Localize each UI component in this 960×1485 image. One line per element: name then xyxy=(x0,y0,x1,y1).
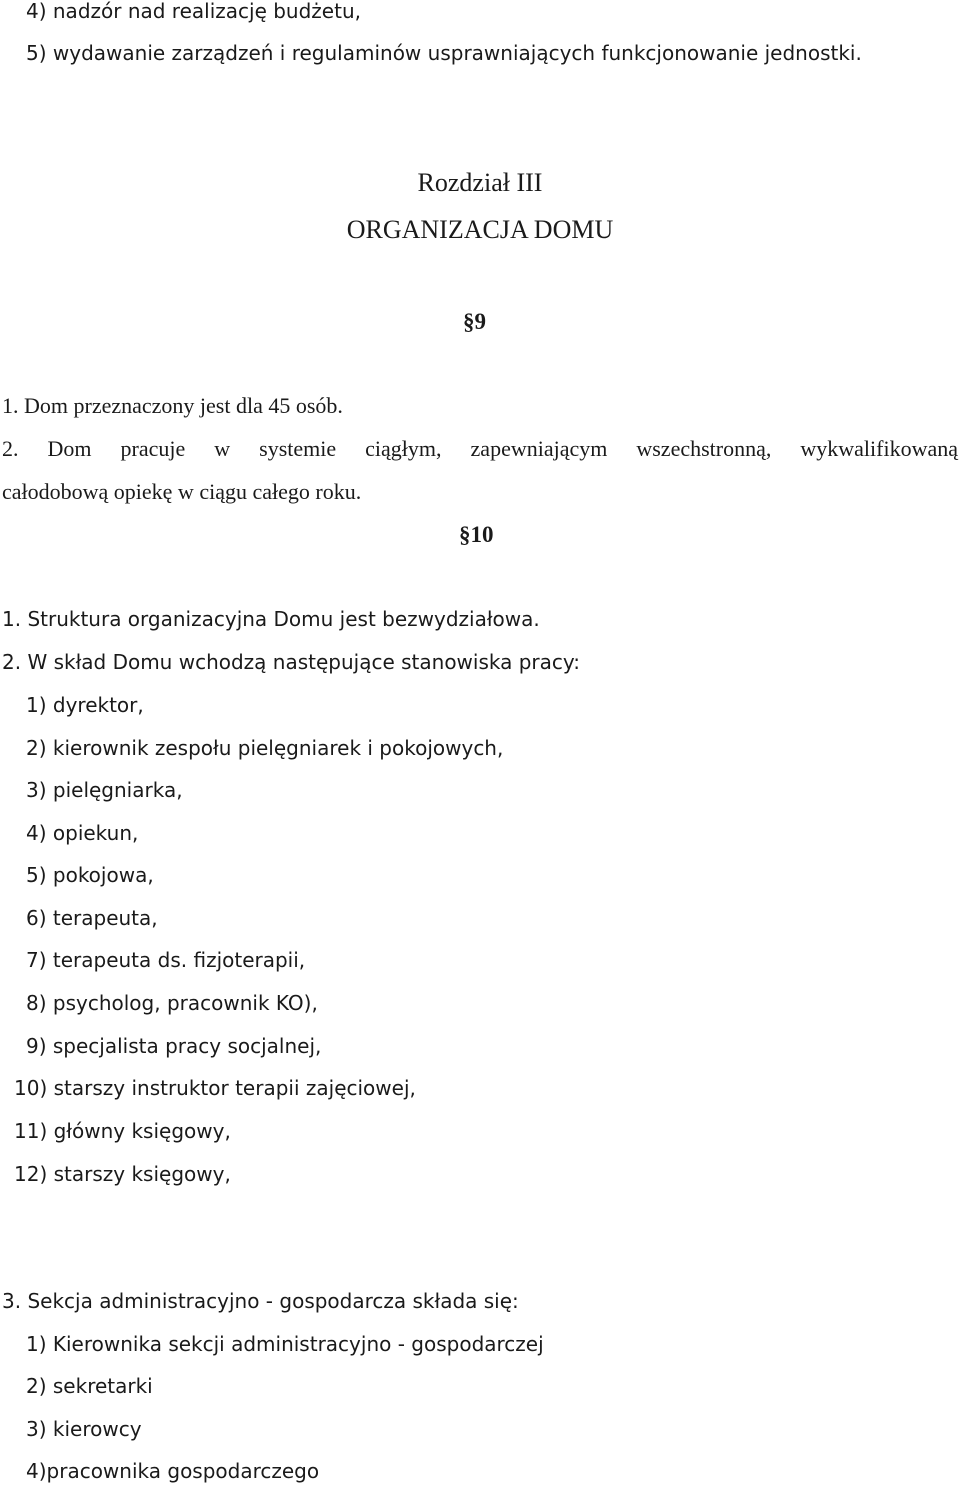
list-item: 1) Kierownika sekcji administracyjno - gospodarczej xyxy=(26,1332,544,1356)
list-item: 1) dyrektor, xyxy=(26,693,144,717)
paragraph: 2. W skład Domu wchodzą następujące stanowiska pracy: xyxy=(2,650,581,674)
list-item: 4) opiekun, xyxy=(26,821,139,845)
paragraph: 1. Dom przeznaczony jest dla 45 osób. xyxy=(2,393,343,418)
list-item: 7) terapeuta ds. fizjoterapii, xyxy=(26,948,306,972)
section-mark: §9 xyxy=(463,309,486,334)
paragraph: całodobową opiekę w ciągu całego roku. xyxy=(2,479,362,504)
paragraph: 3. Sekcja administracyjno - gospodarcza składa się: xyxy=(2,1289,519,1313)
list-item: 12) starszy księgowy, xyxy=(14,1162,231,1186)
list-item: 11) główny księgowy, xyxy=(14,1119,231,1143)
list-item: 2) sekretarki xyxy=(26,1374,153,1398)
chapter-number: Rozdział III xyxy=(417,168,543,197)
list-item: 4) nadzór nad realizację budżetu, xyxy=(26,0,361,23)
paragraph: 1. Struktura organizacyjna Domu jest bezwydziałowa. xyxy=(2,607,540,631)
list-item: 3) kierowcy xyxy=(26,1417,142,1441)
chapter-title: ORGANIZACJA DOMU xyxy=(346,215,614,244)
list-item: 3) pielęgniarka, xyxy=(26,778,183,802)
list-item: 10) starszy instruktor terapii zajęciowej, xyxy=(14,1076,416,1100)
list-item: 5) pokojowa, xyxy=(26,863,154,887)
section-mark: §10 xyxy=(459,522,494,547)
list-item: 4)pracownika gospodarczego xyxy=(26,1459,320,1483)
list-item: 2) kierownik zespołu pielęgniarek i pokojowych, xyxy=(26,736,504,760)
list-item: 8) psycholog, pracownik KO), xyxy=(26,991,318,1015)
list-item: 9) specjalista pracy socjalnej, xyxy=(26,1034,322,1058)
list-item: 6) terapeuta, xyxy=(26,906,158,930)
paragraph: 2. Dom pracuje w systemie ciągłym, zapewniającym wszechstronną, wykwalifikowaną xyxy=(2,436,958,461)
list-item: 5) wydawanie zarządzeń i regulaminów usprawniających funkcjonowanie jednostki. xyxy=(26,41,862,65)
